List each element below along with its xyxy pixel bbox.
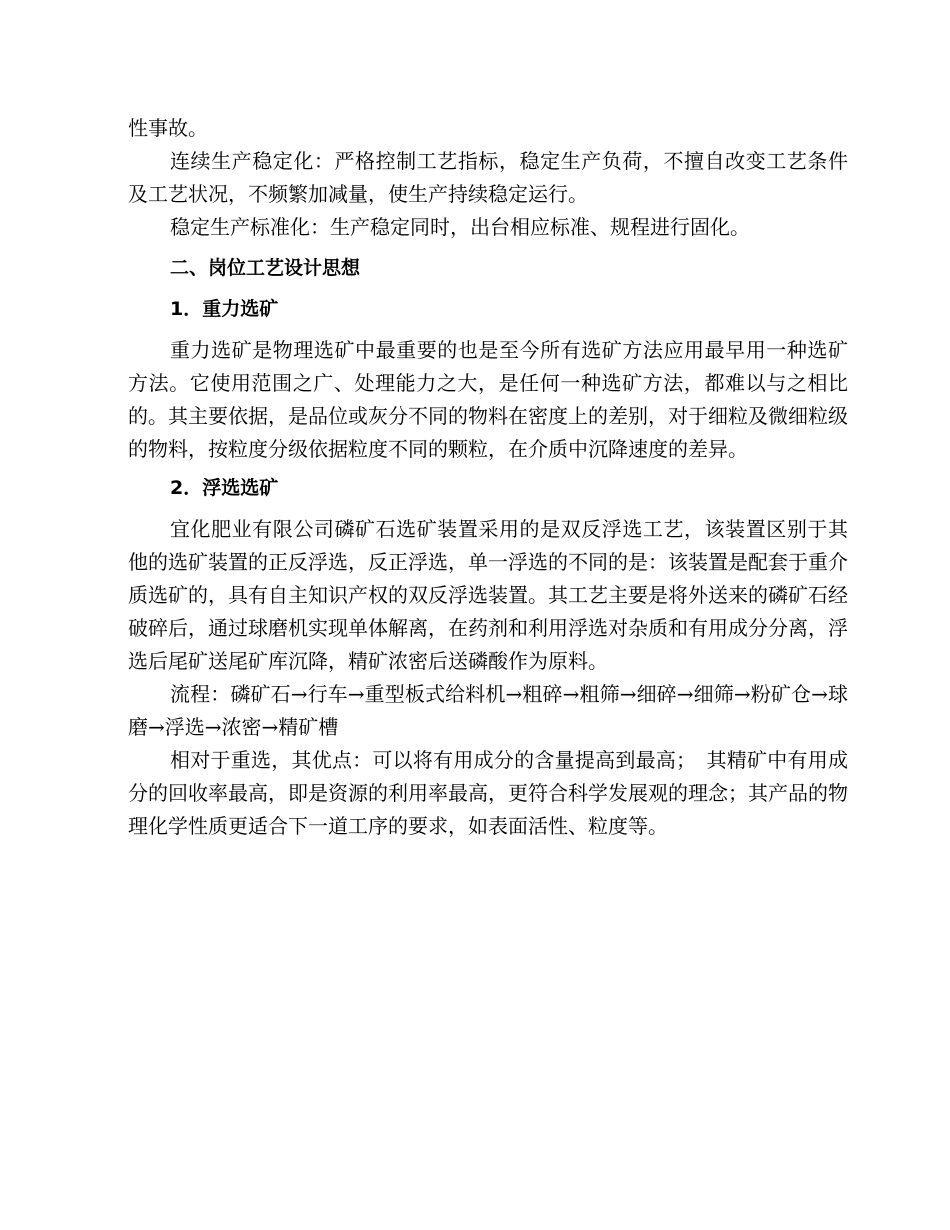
paragraph-flotation: 宜化肥业有限公司磷矿石选矿装置采用的是双反浮选工艺，该装置区别于其他的选矿装置的正反浮选，反正浮选，单一浮选的不同的是：该装置是配套于重介质选矿的，具有自主知识产权的双反浮选装置。其工艺主要是将外送来的磷矿石经破碎后，通过球磨机实现单体解离，在药剂和利用浮选对杂质和有用成分分离，浮选后尾矿送尾矿库沉降，精矿浓密后送磷酸作为原料。 [128, 517, 848, 673]
paragraph-advantages: 相对于重选，其优点：可以将有用成分的含量提高到最高； 其精矿中有用成分的回收率最高，即是资源的利用率最高，更符合科学发展观的理念；其产品的物理化学性质更适合下一道工序的要求，如表面活性、粒度等。 [128, 748, 848, 838]
paragraph-continuation: 性事故。 [128, 116, 208, 140]
paragraph-standardization: 稳定生产标准化：生产稳定同时，出台相应标准、规程进行固化。 [170, 215, 750, 239]
document-body [128, 112, 848, 843]
paragraph-continuous-production: 连续生产稳定化：严格控制工艺指标，稳定生产负荷，不擅自改变工艺条件及工艺状况，不频繁加减量，使生产持续稳定运行。 [128, 149, 848, 206]
section-heading-design-ideas: 二、岗位工艺设计思想 [170, 257, 361, 279]
subheading-flotation: 2．浮选选矿 [170, 477, 279, 499]
paragraph-process-flow: 流程：磷矿石→行车→重型板式给料机→粗碎→粗筛→细碎→细筛→粉矿仓→球磨→浮选→浓密→精矿槽 [128, 682, 848, 739]
paragraph-gravity-separation: 重力选矿是物理选矿中最重要的也是至今所有选矿方法应用最早用一种选矿方法。它使用范围之广、处理能力之大，是任何一种选矿方法，都难以与之相比的。其主要依据，是品位或灰分不同的物料在密度上的差别，对于细粒及微细粒级的物料，按粒度分级依据粒度不同的颗粒，在介质中沉降速度的差异。 [128, 338, 848, 461]
subheading-gravity-separation: 1．重力选矿 [170, 298, 279, 320]
